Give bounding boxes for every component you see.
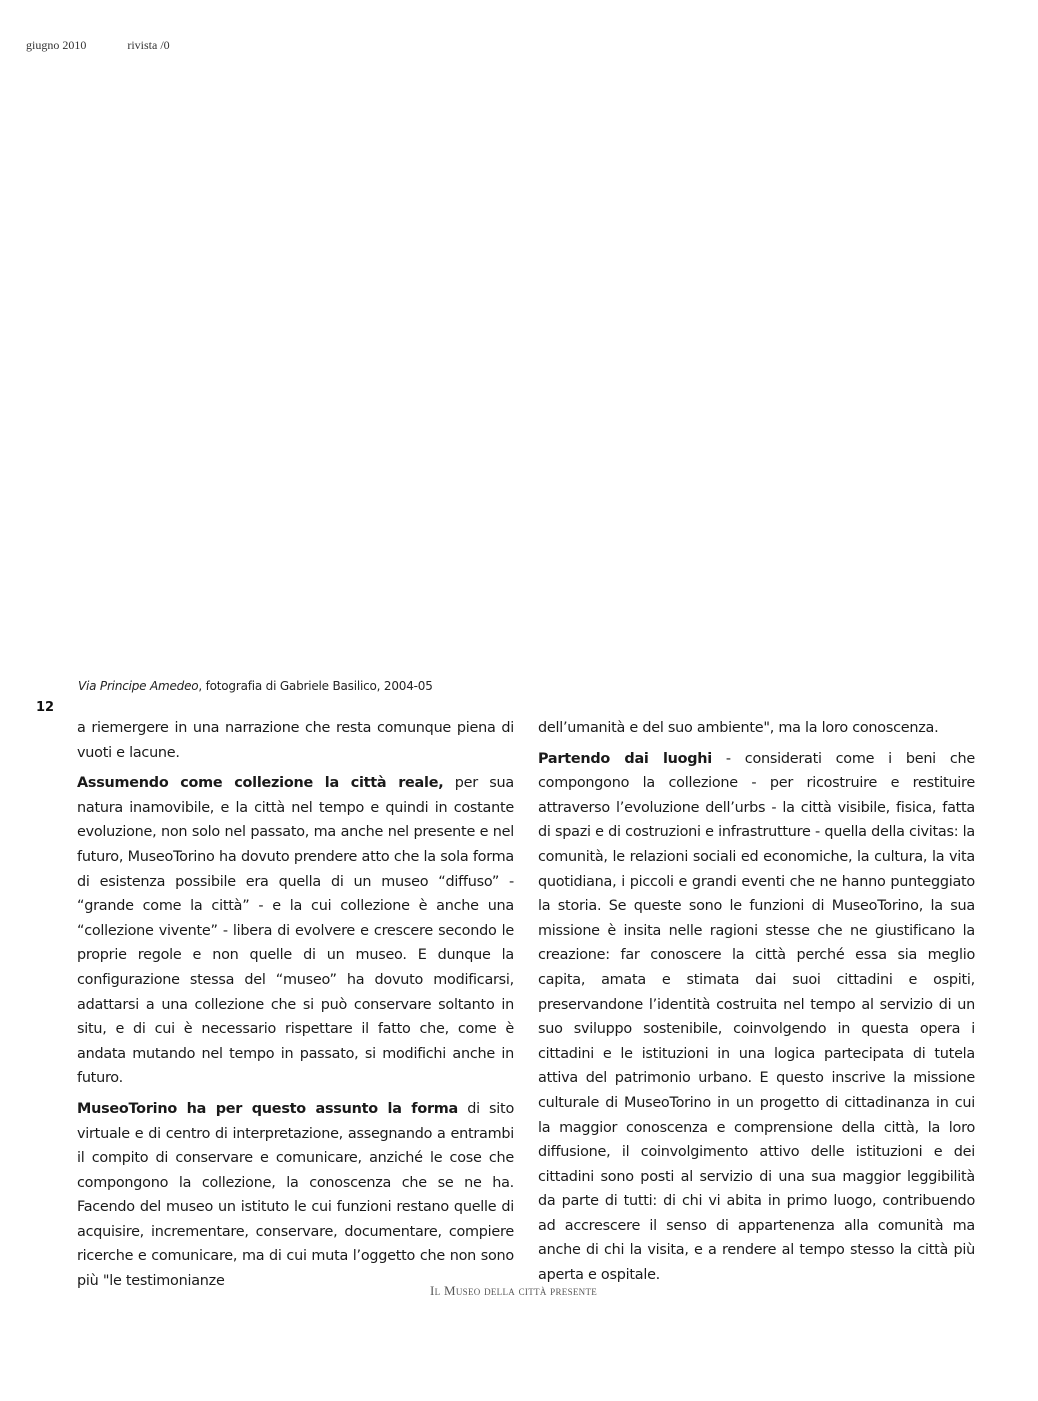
- page-header: [26, 38, 170, 53]
- right-p2-lead: Partendo dai luoghi: [538, 750, 712, 767]
- issue-number: rivista /0: [127, 38, 170, 52]
- left-paragraph-3: [77, 1097, 514, 1294]
- caption-credit: , fotografia di Gabriele Basilico, 2004-05: [198, 679, 433, 693]
- left-p2-lead: Assumendo come collezione la città reale,: [77, 775, 444, 792]
- left-column: [77, 716, 514, 1300]
- caption-title: Via Principe Amedeo: [78, 679, 199, 693]
- left-p2-text: per sua natura inamovibile, e la città nel tempo e quindi in costante evoluzione, non solo nel passato, ma anche nel presente e nel futuro, MuseoTorino ha dovuto prendere atto che la sola forma di esistenza possibile era quella di un museo “diffuso” - “grande come la città” - e la cui collezione è anche una “collezione vivente” - libera di evolvere e crescere secondo le proprie regole e non quelle di un museo. E dunque la configurazione stessa del “museo” ha dovuto modificarsi, adattarsi a una collezione che si può conservare soltanto in situ, e di cui è necessario rispettare il fatto che, come è andata mutando nel tempo in passato, si modifichi anche in futuro.: [77, 775, 514, 1087]
- issue-date: giugno 2010: [26, 38, 87, 52]
- running-footer: Il Museo della città presente: [430, 1283, 598, 1298]
- right-p2-text: - considerati come i beni che compongono la collezione - per ricostruire e restituire attraverso l’evoluzione dell’urbs - la città visibile, fisica, fatta di spazi e di costruzioni e infrastrutture - quella della civitas: la comunità, le relazioni sociali ed economiche, la cultura, la vita quotidiana, i piccoli e grandi eventi che ne hanno punteggiato la storia. Se queste sono le funzioni di MuseoTorino, la sua missione è insita nelle ragioni stesse che ne giustificano la creazione: far conoscere la città perché essa sia meglio capita, amata e stimata dai suoi cittadini e ospiti, preservandone l’identità costruita nel tempo al servizio di un suo sviluppo sostenibile, coinvolgendo in questa opera i cittadini e le istituzioni in una logica partecipata di tutela attiva del patrimonio urbano. E questo inscrive la missione culturale di MuseoTorino in un progetto di cittadinanza in cui la maggior conoscenza e comprensione della città, la loro diffusione, il coinvolgimento attivo delle istituzioni e dei cittadini sono posti al servizio di una sua maggior leggibilità da parte di tutti: di chi vi abita in primo luogo, contribuendo ad accrescere il senso di appartenenza alla comunità ma anche di chi la visita, e a rendere al tempo stesso la città più aperta e ospitale.: [538, 750, 975, 1284]
- photo-placeholder: [76, 60, 976, 670]
- right-paragraph-1: [538, 716, 975, 741]
- left-paragraph-1: [77, 716, 514, 765]
- left-p1-text: a riemergere in una narrazione che resta comunque piena di vuoti e lacune.: [77, 720, 514, 761]
- right-p1-text: dell’umanità e del suo ambiente", ma la loro conoscenza.: [538, 720, 939, 736]
- photo-caption: [78, 679, 433, 693]
- right-paragraph-2: [538, 747, 975, 1288]
- left-p3-lead: MuseoTorino ha per questo assunto la forma: [77, 1100, 459, 1117]
- right-column: [538, 716, 975, 1294]
- page-number: 12: [36, 700, 55, 715]
- left-p3-text: di sito virtuale e di centro di interpretazione, assegnando a entrambi il compito di conservare e comunicare, anziché le cose che compongono la collezione, la conoscenza che se ne ha. Facendo del museo un istituto le cui funzioni restano quelle di acquisire, incrementare, conservare, documentare, compiere ricerche e comunicare, ma di cui muta l’oggetto che non sono più "le testimonianze: [77, 1100, 514, 1290]
- left-paragraph-2: [77, 771, 514, 1091]
